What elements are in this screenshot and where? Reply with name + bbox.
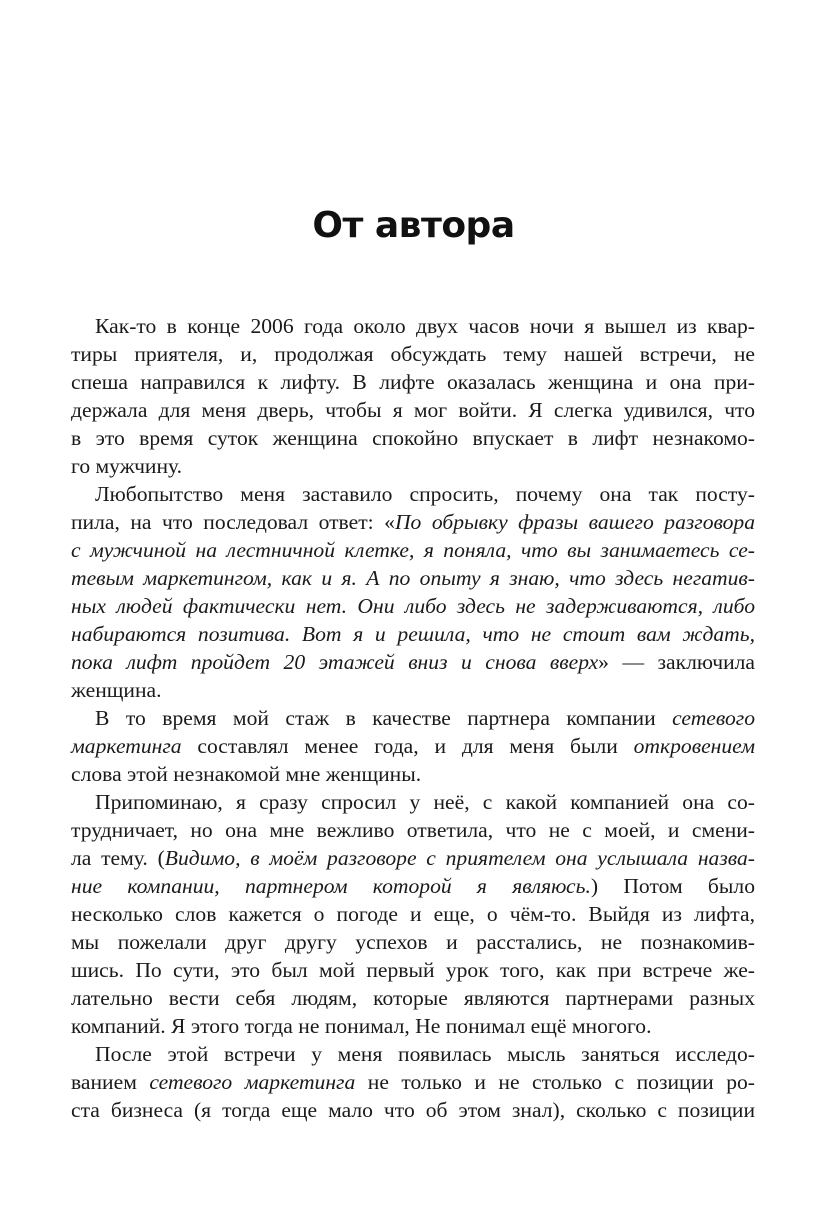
text-line bbox=[71, 592, 755, 620]
text-line bbox=[71, 956, 755, 984]
text-run: несколько слов кажется о погоде и еще, о чём-то. Выйдя из лифта, bbox=[71, 902, 755, 926]
italic-text: ние компании, партнером которой я являюсь. bbox=[71, 874, 591, 898]
italic-text: сетевого bbox=[672, 706, 755, 730]
text-line bbox=[71, 704, 755, 732]
text-run: мы пожелали друг другу успехов и расстались, не познакомив- bbox=[71, 930, 755, 954]
text-run: составлял менее года, и для меня были bbox=[181, 734, 634, 758]
text-line bbox=[71, 928, 755, 956]
text-run: шись. По сути, это был мой первый урок того, как при встрече же- bbox=[71, 958, 755, 982]
text-line bbox=[71, 816, 755, 844]
text-run: в это время суток женщина спокойно впускает в лифт незнакомо- bbox=[71, 426, 755, 450]
text-run: » — заключила bbox=[598, 650, 755, 674]
text-run: спеша направился к лифту. В лифте оказалась женщина и она при- bbox=[71, 370, 755, 394]
text-run: ванием bbox=[71, 1070, 150, 1094]
text-line bbox=[71, 648, 755, 676]
text-run: В то время мой стаж в качестве партнера компании bbox=[95, 706, 673, 730]
text-line bbox=[71, 340, 755, 368]
text-line bbox=[71, 620, 755, 648]
text-run: го мужчину. bbox=[71, 454, 183, 478]
text-line bbox=[71, 900, 755, 928]
text-run: ста бизнеса (я тогда еще мало что об этом знал), сколько с позиции bbox=[71, 1098, 755, 1122]
paragraph bbox=[71, 312, 755, 480]
text-line bbox=[71, 760, 755, 788]
text-line bbox=[71, 452, 755, 480]
text-run: Припоминаю, я сразу спросил у неё, с какой компанией она со- bbox=[95, 790, 755, 814]
text-run: держала для меня дверь, чтобы я мог войти. Я слегка удивился, что bbox=[71, 398, 755, 422]
text-run: не только и не столько с позиции ро- bbox=[355, 1070, 755, 1094]
text-line bbox=[71, 1012, 755, 1040]
text-line bbox=[71, 1096, 755, 1124]
text-run: слова этой незнакомой мне женщины. bbox=[71, 762, 422, 786]
text-line bbox=[71, 788, 755, 816]
text-line bbox=[71, 732, 755, 760]
italic-text: ных людей фактически нет. Они либо здесь не задерживаются, либо bbox=[71, 594, 755, 618]
italic-text: набираются позитива. Вот я и решила, что не стоит вам ждать, bbox=[71, 622, 755, 646]
paragraph bbox=[71, 788, 755, 1040]
text-line bbox=[71, 844, 755, 872]
text-line bbox=[71, 676, 755, 704]
text-line bbox=[71, 536, 755, 564]
text-line bbox=[71, 424, 755, 452]
chapter-body bbox=[71, 312, 755, 1124]
text-line bbox=[71, 396, 755, 424]
text-line bbox=[71, 564, 755, 592]
text-run: Любопытство меня заставило спросить, почему она так посту- bbox=[95, 482, 755, 506]
text-line bbox=[71, 312, 755, 340]
italic-text: Видимо, в моём разговоре с приятелем она услышала назва- bbox=[164, 846, 755, 870]
italic-text: с мужчиной на лестничной клетке, я поняла, что вы занимаетесь се- bbox=[71, 538, 755, 562]
text-run: ) Потом было bbox=[590, 874, 755, 898]
italic-text: маркетинга bbox=[71, 734, 182, 758]
italic-text: тевым маркетингом, как и я. А по опыту я знаю, что здесь негатив- bbox=[71, 566, 755, 590]
text-line bbox=[71, 508, 755, 536]
text-run: тиры приятеля, и, продолжая обсуждать тему нашей встречи, не bbox=[71, 342, 755, 366]
text-line bbox=[71, 368, 755, 396]
paragraph bbox=[71, 704, 755, 788]
italic-text: сетевого маркетинга bbox=[149, 1070, 356, 1094]
paragraph bbox=[71, 1040, 755, 1124]
text-run: трудничает, но она мне вежливо ответила, что не с моей, и смени- bbox=[71, 818, 755, 842]
text-run: лательно вести себя людям, которые являются партнерами разных bbox=[71, 986, 755, 1010]
text-line bbox=[71, 1040, 755, 1068]
text-line bbox=[71, 1068, 755, 1096]
text-line bbox=[71, 872, 755, 900]
text-run: Как-то в конце 2006 года около двух часов ночи я вышел из квар- bbox=[95, 314, 755, 338]
text-run: ла тему. ( bbox=[71, 846, 165, 870]
text-run: компаний. Я этого тогда не понимал, Не понимал ещё многого. bbox=[71, 1014, 652, 1038]
chapter-title: От автора bbox=[312, 205, 515, 246]
text-line bbox=[71, 984, 755, 1012]
italic-text: пока лифт пройдет 20 этажей вниз и снова вверх bbox=[71, 650, 599, 674]
text-run: После этой встречи у меня появилась мысль заняться исследо- bbox=[95, 1042, 755, 1066]
text-run: женщина. bbox=[71, 678, 162, 702]
italic-text: откровением bbox=[633, 734, 755, 758]
italic-text: По обрывку фразы вашего разговора bbox=[394, 510, 755, 534]
text-line bbox=[71, 480, 755, 508]
paragraph bbox=[71, 480, 755, 704]
text-run: пила, на что последовал ответ: « bbox=[71, 510, 395, 534]
